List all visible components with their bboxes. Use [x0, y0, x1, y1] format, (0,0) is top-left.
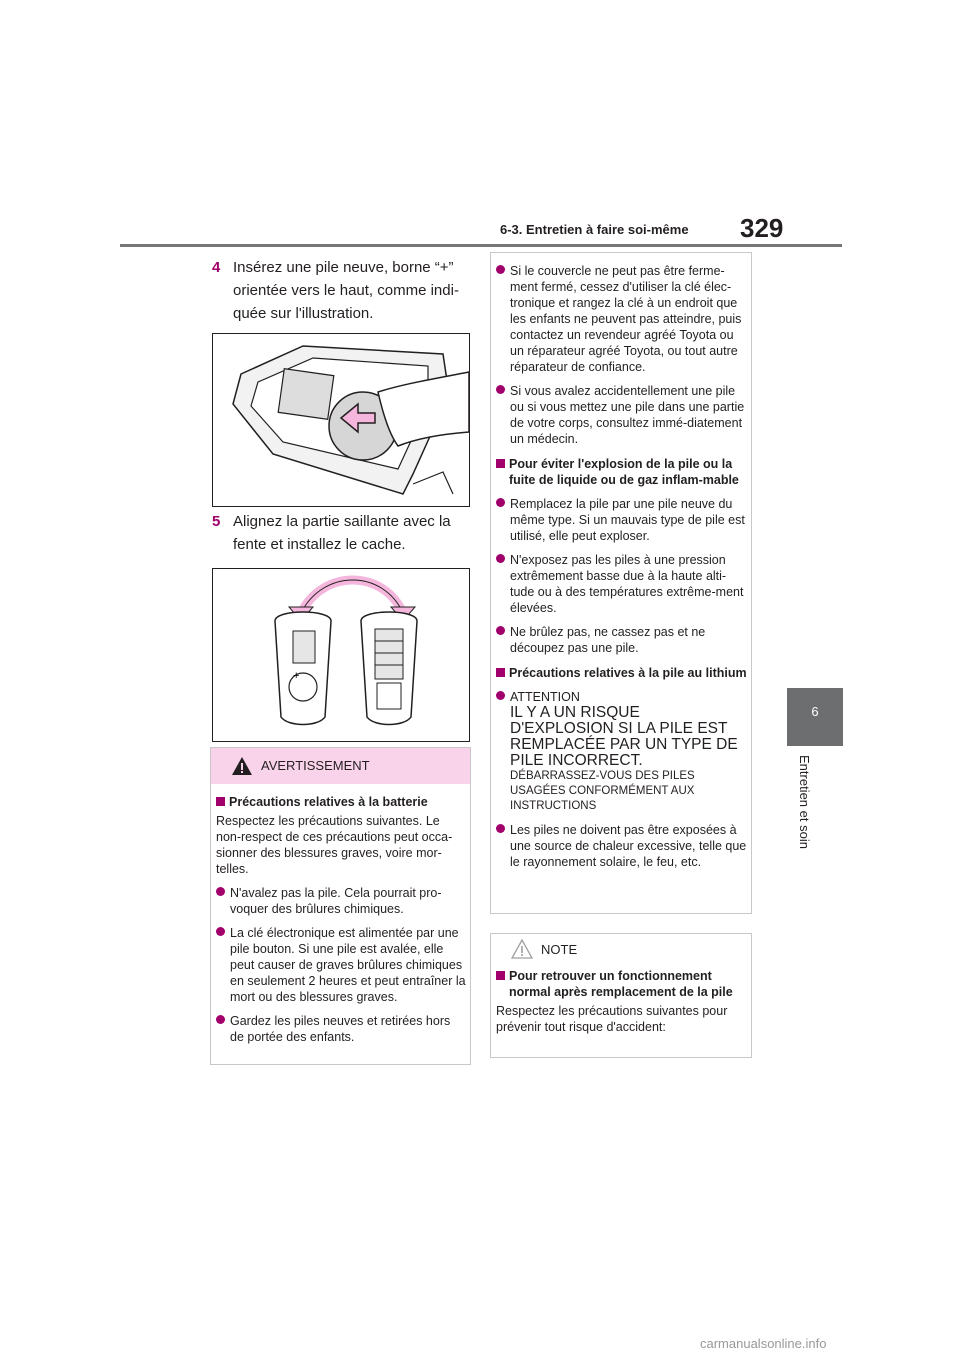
step-text: Alignez la partie saillante avec la fente et installez le cache.	[233, 513, 451, 553]
warning-bullet: La clé électronique est alimentée par une pile bouton. Si une pile est avalée, elle peut causer de graves brûlures chimiques en seulement 2 heures et peut entraîner la mort ou des blessures graves.	[216, 925, 466, 1005]
cover-install-illustration	[212, 568, 470, 742]
warning-header	[211, 748, 470, 784]
warning-bullet: N'avalez pas la pile. Cela pourrait pro-voquer des brûlures chimiques.	[216, 885, 466, 917]
warning-intro: Respectez les précautions suivantes. Le non-respect de ces précautions peut occa-sionner des blessures graves, voire mor-telles.	[216, 814, 453, 876]
warning-heading: Précautions relatives à la batterie	[216, 794, 466, 810]
note-title: NOTE	[541, 942, 578, 957]
header-rule	[120, 244, 842, 247]
chapter-tab-number: 6	[787, 688, 843, 746]
battery-insert-illustration	[212, 333, 470, 507]
caution-triangle-icon	[511, 939, 533, 959]
section-title: 6-3. Entretien à faire soi-même	[500, 222, 689, 237]
plus-sign: +	[293, 670, 300, 682]
watermark: carmanualsonline.info	[700, 1336, 827, 1351]
chapter-tab-label: Entretien et soin	[797, 755, 812, 849]
lithium-heading: Précautions relatives à la pile au lithium	[496, 665, 747, 681]
attention-caps-main: IL Y A UN RISQUE D'EXPLOSION SI LA PILE EST REMPLACÉE PAR UN TYPE DE PILE INCORRECT.	[510, 704, 738, 769]
warning-title: AVERTISSEMENT	[261, 758, 370, 773]
explosion-heading: Pour éviter l'explosion de la pile ou la fuite de liquide ou de gaz inflam-mable	[496, 456, 747, 488]
attention-bullet	[496, 689, 747, 814]
warning-bullet: Les piles ne doivent pas être exposées à une source de chaleur excessive, telle que le rayonnement solaire, le feu, etc.	[496, 822, 747, 870]
warning-bullet: Si le couvercle ne peut pas être ferme-ment fermé, cessez d'utiliser la clé élec-tronique et rangez la clé à un endroit que les enfants ne peuvent pas atteindre, puis contactez un revendeur agréé Toyota ou un réparateur agréé Toyota, ou tout autre réparateur de confiance.	[496, 263, 747, 375]
warning-box	[210, 747, 471, 1065]
page-number: 329	[740, 213, 784, 243]
step-number: 5	[212, 513, 221, 530]
warning-bullet: Gardez les piles neuves et retirées hors de portée des enfants.	[216, 1013, 466, 1045]
warning-bullet: Si vous avalez accidentellement une pile ou si vous mettez une pile dans une partie de votre corps, consultez immé-diatement un médecin.	[496, 383, 747, 447]
step-text: Insérez une pile neuve, borne “+” orientée vers le haut, comme indi-quée sur l'illustration.	[233, 259, 459, 322]
warning-triangle-icon	[231, 756, 253, 776]
note-box	[490, 933, 752, 1058]
warning-bullet: Ne brûlez pas, ne cassez pas et ne découpez pas une pile.	[496, 624, 747, 656]
note-header	[491, 934, 751, 960]
attention-caps-secondary: DÉBARRASSEZ-VOUS DES PILES USAGÉES CONFORMÉMENT AUX INSTRUCTIONS	[510, 770, 695, 812]
warning-continuation-box	[490, 252, 752, 914]
note-heading: Pour retrouver un fonctionnement normal après remplacement de la pile	[496, 968, 747, 1000]
warning-bullet: N'exposez pas les piles à une pression extrêmement basse due à la haute alti-tude ou à des températures extrême-ment élevées.	[496, 552, 747, 616]
step-4	[212, 256, 474, 325]
warning-bullet: Remplacez la pile par une pile neuve du même type. Si un mauvais type de pile est utilisé, elle peut exploser.	[496, 496, 747, 544]
step-5	[212, 510, 474, 556]
note-text: Respectez les précautions suivantes pour prévenir tout risque d'accident:	[496, 1004, 728, 1034]
attention-label: ATTENTION	[510, 690, 580, 704]
step-number: 4	[212, 259, 221, 276]
